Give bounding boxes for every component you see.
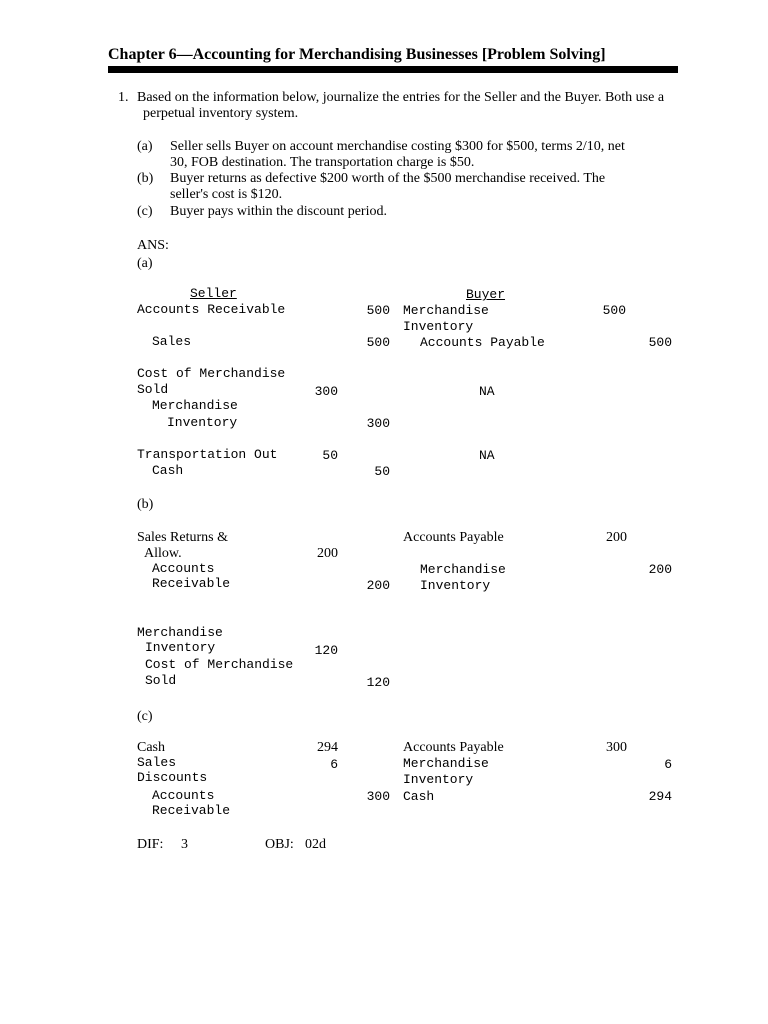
b-seller-mi-1: Merchandise xyxy=(137,625,223,640)
b-seller-cogs-amt: 120 xyxy=(366,675,390,690)
b-seller-sra-1: Sales Returns & xyxy=(137,530,228,545)
b-buyer-ap-amt: 200 xyxy=(606,530,627,545)
b-buyer-mi-1: Merchandise xyxy=(420,562,506,577)
item-label-a: (a) xyxy=(137,139,153,154)
c-seller-cash-amt: 294 xyxy=(317,740,338,755)
a-seller-mi-2: Inventory xyxy=(167,415,238,430)
c-buyer-mi-2: Inventory xyxy=(403,772,474,787)
c-buyer-ap: Accounts Payable xyxy=(403,740,504,755)
b-seller-mi-amt: 120 xyxy=(314,643,338,658)
a-seller-cogs-2: Sold xyxy=(137,382,169,397)
b-seller-ar-2: Receivable xyxy=(152,576,231,591)
a-buyer-mi-2: Inventory xyxy=(403,319,474,334)
a-seller-mi-1: Merchandise xyxy=(152,398,238,413)
c-seller-sd-amt: 6 xyxy=(330,757,338,772)
c-buyer-ap-amt: 300 xyxy=(606,740,627,755)
seller-header: Seller xyxy=(190,286,237,301)
a-seller-ar-amt: 500 xyxy=(366,303,390,318)
item-b-line-2: seller's cost is $120. xyxy=(170,187,283,202)
c-buyer-cash: Cash xyxy=(403,789,435,804)
b-seller-ar-amt: 200 xyxy=(366,578,390,593)
a-seller-cogs-amt: 300 xyxy=(314,384,338,399)
item-b-line-1: Buyer returns as defective $200 worth of the $500 merchandise received. The xyxy=(170,171,606,186)
a-seller-cash: Cash xyxy=(152,463,184,478)
c-buyer-cash-amt: 294 xyxy=(648,789,672,804)
b-seller-ar-1: Accounts xyxy=(152,561,215,576)
a-seller-cash-amt: 50 xyxy=(374,464,390,479)
a-seller-to: Transportation Out xyxy=(137,447,278,462)
c-seller-cash: Cash xyxy=(137,740,165,755)
title-rule xyxy=(108,66,678,73)
c-seller-sd-1: Sales xyxy=(137,755,177,770)
a-seller-mi-amt: 300 xyxy=(366,416,390,431)
item-label-b: (b) xyxy=(137,171,154,186)
question-line-2: perpetual inventory system. xyxy=(143,106,299,121)
a-seller-sales-amt: 500 xyxy=(366,335,390,350)
question-line-1: Based on the information below, journalize the entries for the Seller and the Buyer. Both use a xyxy=(137,90,665,105)
item-label-c: (c) xyxy=(137,204,153,219)
a-buyer-mi-amt: 500 xyxy=(602,303,626,318)
a-seller-ar: Accounts Receivable xyxy=(137,302,286,317)
a-buyer-ap-amt: 500 xyxy=(648,335,672,350)
c-seller-sd-2: Discounts xyxy=(137,770,208,785)
item-a-line-1: Seller sells Buyer on account merchandise costing $300 for $500, terms 2/10, net xyxy=(170,139,625,154)
part-a-label: (a) xyxy=(137,256,153,271)
b-seller-cogs-1: Cost of Merchandise xyxy=(145,657,294,672)
part-c-label: (c) xyxy=(137,709,153,724)
item-c-line-1: Buyer pays within the discount period. xyxy=(170,204,387,219)
c-buyer-mi-amt: 6 xyxy=(664,757,672,772)
a-buyer-na-2: NA xyxy=(479,448,495,463)
chapter-title: Chapter 6—Accounting for Merchandising Businesses [Problem Solving] xyxy=(108,46,606,63)
a-seller-cogs-1: Cost of Merchandise xyxy=(137,366,286,381)
dif-value: 3 xyxy=(181,837,188,852)
b-buyer-mi-2: Inventory xyxy=(420,578,491,593)
b-buyer-mi-amt: 200 xyxy=(648,562,672,577)
c-seller-ar-amt: 300 xyxy=(366,789,390,804)
a-buyer-mi-1: Merchandise xyxy=(403,303,489,318)
item-a-line-2: 30, FOB destination. The transportation charge is $50. xyxy=(170,155,475,170)
buyer-header: Buyer xyxy=(466,287,506,302)
a-buyer-ap: Accounts Payable xyxy=(420,335,545,350)
question-number: 1. xyxy=(118,90,129,105)
a-seller-to-amt: 50 xyxy=(322,448,338,463)
ans-label: ANS: xyxy=(137,238,169,253)
b-seller-sra-2: Allow. xyxy=(144,546,182,561)
c-seller-ar-1: Accounts xyxy=(152,788,215,803)
obj-value: 02d xyxy=(305,837,326,852)
a-seller-sales: Sales xyxy=(152,334,192,349)
part-b-label: (b) xyxy=(137,497,154,512)
b-seller-mi-2: Inventory xyxy=(145,640,216,655)
dif-label: DIF: xyxy=(137,837,164,852)
b-buyer-ap: Accounts Payable xyxy=(403,530,504,545)
b-seller-cogs-2: Sold xyxy=(145,673,177,688)
b-seller-sra-amt: 200 xyxy=(317,546,338,561)
obj-label: OBJ: xyxy=(265,837,294,852)
c-buyer-mi-1: Merchandise xyxy=(403,756,489,771)
c-seller-ar-2: Receivable xyxy=(152,803,231,818)
a-buyer-na-1: NA xyxy=(479,384,495,399)
